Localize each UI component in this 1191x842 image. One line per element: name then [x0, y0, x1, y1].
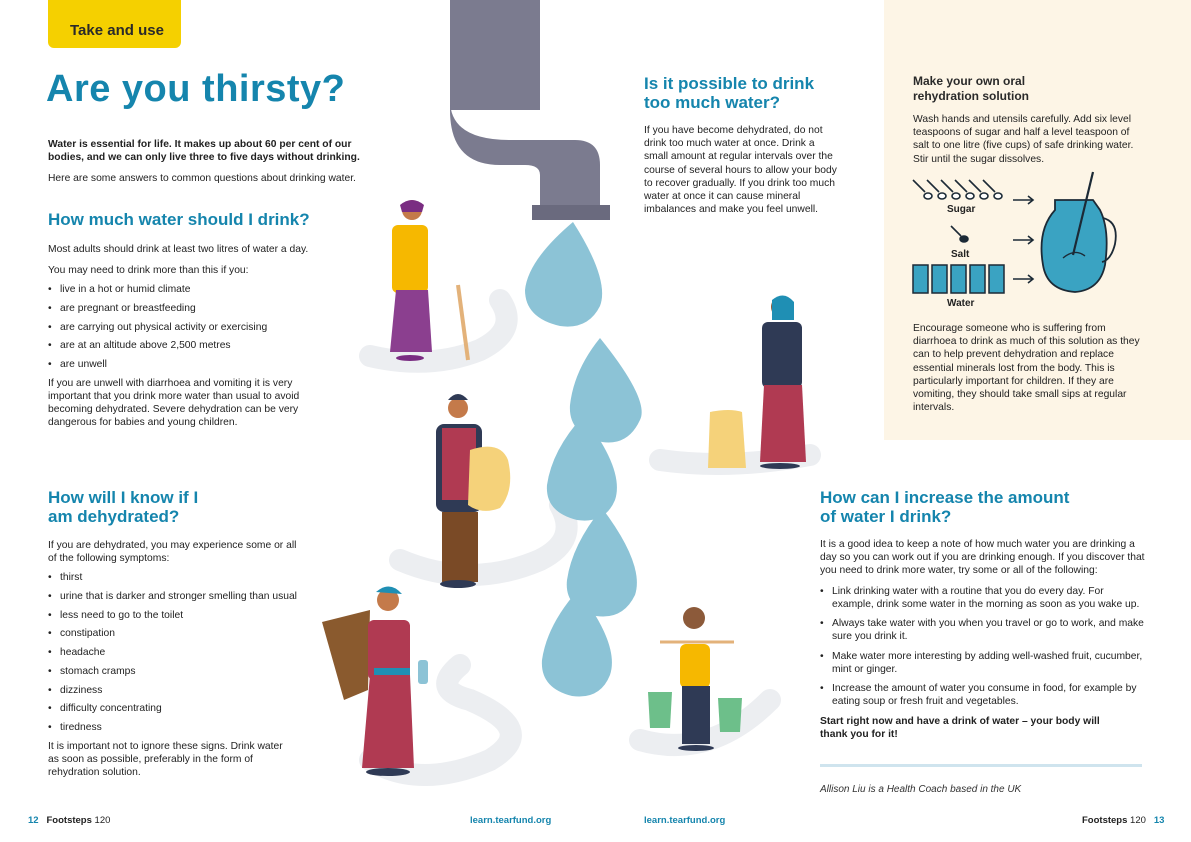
section-heading	[820, 488, 1150, 526]
person-figure	[322, 586, 428, 776]
heading-line: How will I know if I	[48, 488, 199, 507]
closing-paragraph: Start right now and have a drink of water – your body will thank you for it!	[820, 715, 1100, 740]
heading-line: am dehydrated?	[48, 507, 180, 526]
section-dehydrated	[48, 488, 313, 779]
divider	[820, 764, 1142, 767]
footer-left	[28, 815, 110, 826]
list-item: • thirst	[48, 571, 313, 584]
heading-line: rehydration solution	[913, 89, 1030, 103]
section-increase	[820, 488, 1150, 741]
person-figure	[648, 607, 742, 751]
paragraph: Most adults should drink at least two litres of water a day.	[48, 244, 309, 255]
salt-label: Salt	[951, 249, 970, 260]
list-item: • are pregnant or breastfeeding	[48, 302, 368, 315]
section-heading: How much water should I drink?	[48, 210, 310, 229]
paragraph: If you are unwell with diarrhoea and vomiting it is very important that you drink more water than usual to avoid becoming dehydrated. Severe dehydration can be very dangerous for babies and young children.	[48, 377, 300, 429]
heading-line: too much water?	[644, 93, 781, 112]
jug-icon	[1042, 172, 1116, 292]
heading-line: Make your own oral	[913, 74, 1026, 88]
magazine-name: Footsteps	[46, 815, 92, 826]
list-item: • are at an altitude above 2,500 metres	[48, 339, 368, 352]
magazine-name: Footsteps	[1082, 815, 1128, 826]
page-title: Are you thirsty?	[46, 68, 346, 110]
list-item: • are unwell	[48, 358, 368, 371]
footer-url-link[interactable]: learn.tearfund.org	[644, 815, 726, 826]
paragraph: It is important not to ignore these signs. Drink water as soon as possible, preferably in the form of rehydration solution.	[48, 740, 283, 778]
paragraph: It is a good idea to keep a note of how much water you are drinking a day so you can work out if you are drinking enough. If you discover that you need to drink more water, try some or all of the following:	[820, 539, 1145, 577]
heading-line: How can I increase the amount	[820, 488, 1070, 507]
person-figure	[436, 394, 510, 588]
tap-icon	[450, 0, 610, 220]
list-item: • less need to go to the toilet	[48, 609, 313, 622]
lead-paragraph: Water is essential for life. It makes up about 60 per cent of our bodies, and we can only live three to five days without drinking.	[48, 139, 360, 164]
page-number: 12	[28, 815, 39, 826]
water-drop-icon	[525, 222, 642, 697]
ors-box	[913, 74, 1143, 166]
salt-spoon-icon	[951, 226, 968, 242]
page-number: 13	[1153, 815, 1165, 826]
section-heading	[48, 488, 313, 526]
water-label: Water	[947, 298, 975, 309]
heading-line: Is it possible to drink	[644, 74, 815, 93]
list-item: • constipation	[48, 627, 313, 640]
issue-number: 120	[94, 815, 111, 826]
list-item: • live in a hot or humid climate	[48, 283, 368, 296]
list-item: • Link drinking water with a routine that you do every day. For example, drink some water in the morning as soon as you wake up.	[820, 585, 1145, 611]
section-tag-label: Take and use	[70, 22, 164, 39]
issue-number: 120	[1130, 815, 1146, 826]
bullet-list	[820, 585, 1145, 709]
paragraph: You may need to drink more than this if you:	[48, 265, 249, 277]
author-credit: Allison Liu is a Health Coach based in the UK	[820, 784, 1022, 795]
list-item: • Increase the amount of water you consume in food, for example by eating soup or fresh fruit and vegetables.	[820, 682, 1145, 708]
cup-icon	[913, 265, 1004, 293]
list-item: • are carrying out physical activity or exercising	[48, 321, 368, 334]
intro-paragraph: Here are some answers to common questions about drinking water.	[48, 173, 356, 184]
list-item: • urine that is darker and stronger smelling than usual	[48, 590, 313, 603]
list-item: • dizziness	[48, 684, 313, 697]
paragraph: If you are dehydrated, you may experience some or all of the following symptoms:	[48, 540, 297, 565]
footer-right	[1082, 815, 1164, 826]
panel-heading	[913, 74, 1143, 104]
list-item: • difficulty concentrating	[48, 702, 313, 715]
ors-diagram	[905, 170, 1130, 310]
list-item: • Make water more interesting by adding well-washed fruit, cucumber, mint or ginger.	[820, 650, 1145, 676]
paragraph: Encourage someone who is suffering from diarrhoea to drink as much of this solution as they can to help prevent dehydration and replace essential minerals lost from the body. This is particularly important for children. If they are vomiting, they should take small sips at regular intervals.	[913, 323, 1140, 414]
paragraph: Wash hands and utensils carefully. Add six level teaspoons of sugar and half a level teaspoon of salt to one litre (five cups) of safe drinking water. Stir until the sugar dissolves.	[913, 114, 1134, 165]
person-figure	[390, 200, 468, 361]
footer-url-link[interactable]: learn.tearfund.org	[470, 815, 552, 826]
illustration	[310, 0, 830, 800]
spoon-icon	[913, 180, 1002, 199]
paragraph: If you have become dehydrated, do not drink too much water at once. Drink a small amount at regular intervals over the course of several hours to allow your body to recover gradually. If you drink too much water at once it can cause mineral imbalances and make you feel unwell.	[644, 125, 837, 216]
sugar-label: Sugar	[947, 204, 976, 215]
person-figure	[708, 295, 806, 469]
list-item: • Always take water with you when you travel or go to work, and make sure you drink it.	[820, 617, 1145, 643]
arrow-icon	[1013, 196, 1033, 283]
list-item: • headache	[48, 646, 313, 659]
list-item: • tiredness	[48, 721, 313, 734]
list-item: • stomach cramps	[48, 665, 313, 678]
heading-line: of water I drink?	[820, 507, 952, 526]
section-tag	[48, 0, 181, 48]
bullet-list	[48, 571, 313, 734]
